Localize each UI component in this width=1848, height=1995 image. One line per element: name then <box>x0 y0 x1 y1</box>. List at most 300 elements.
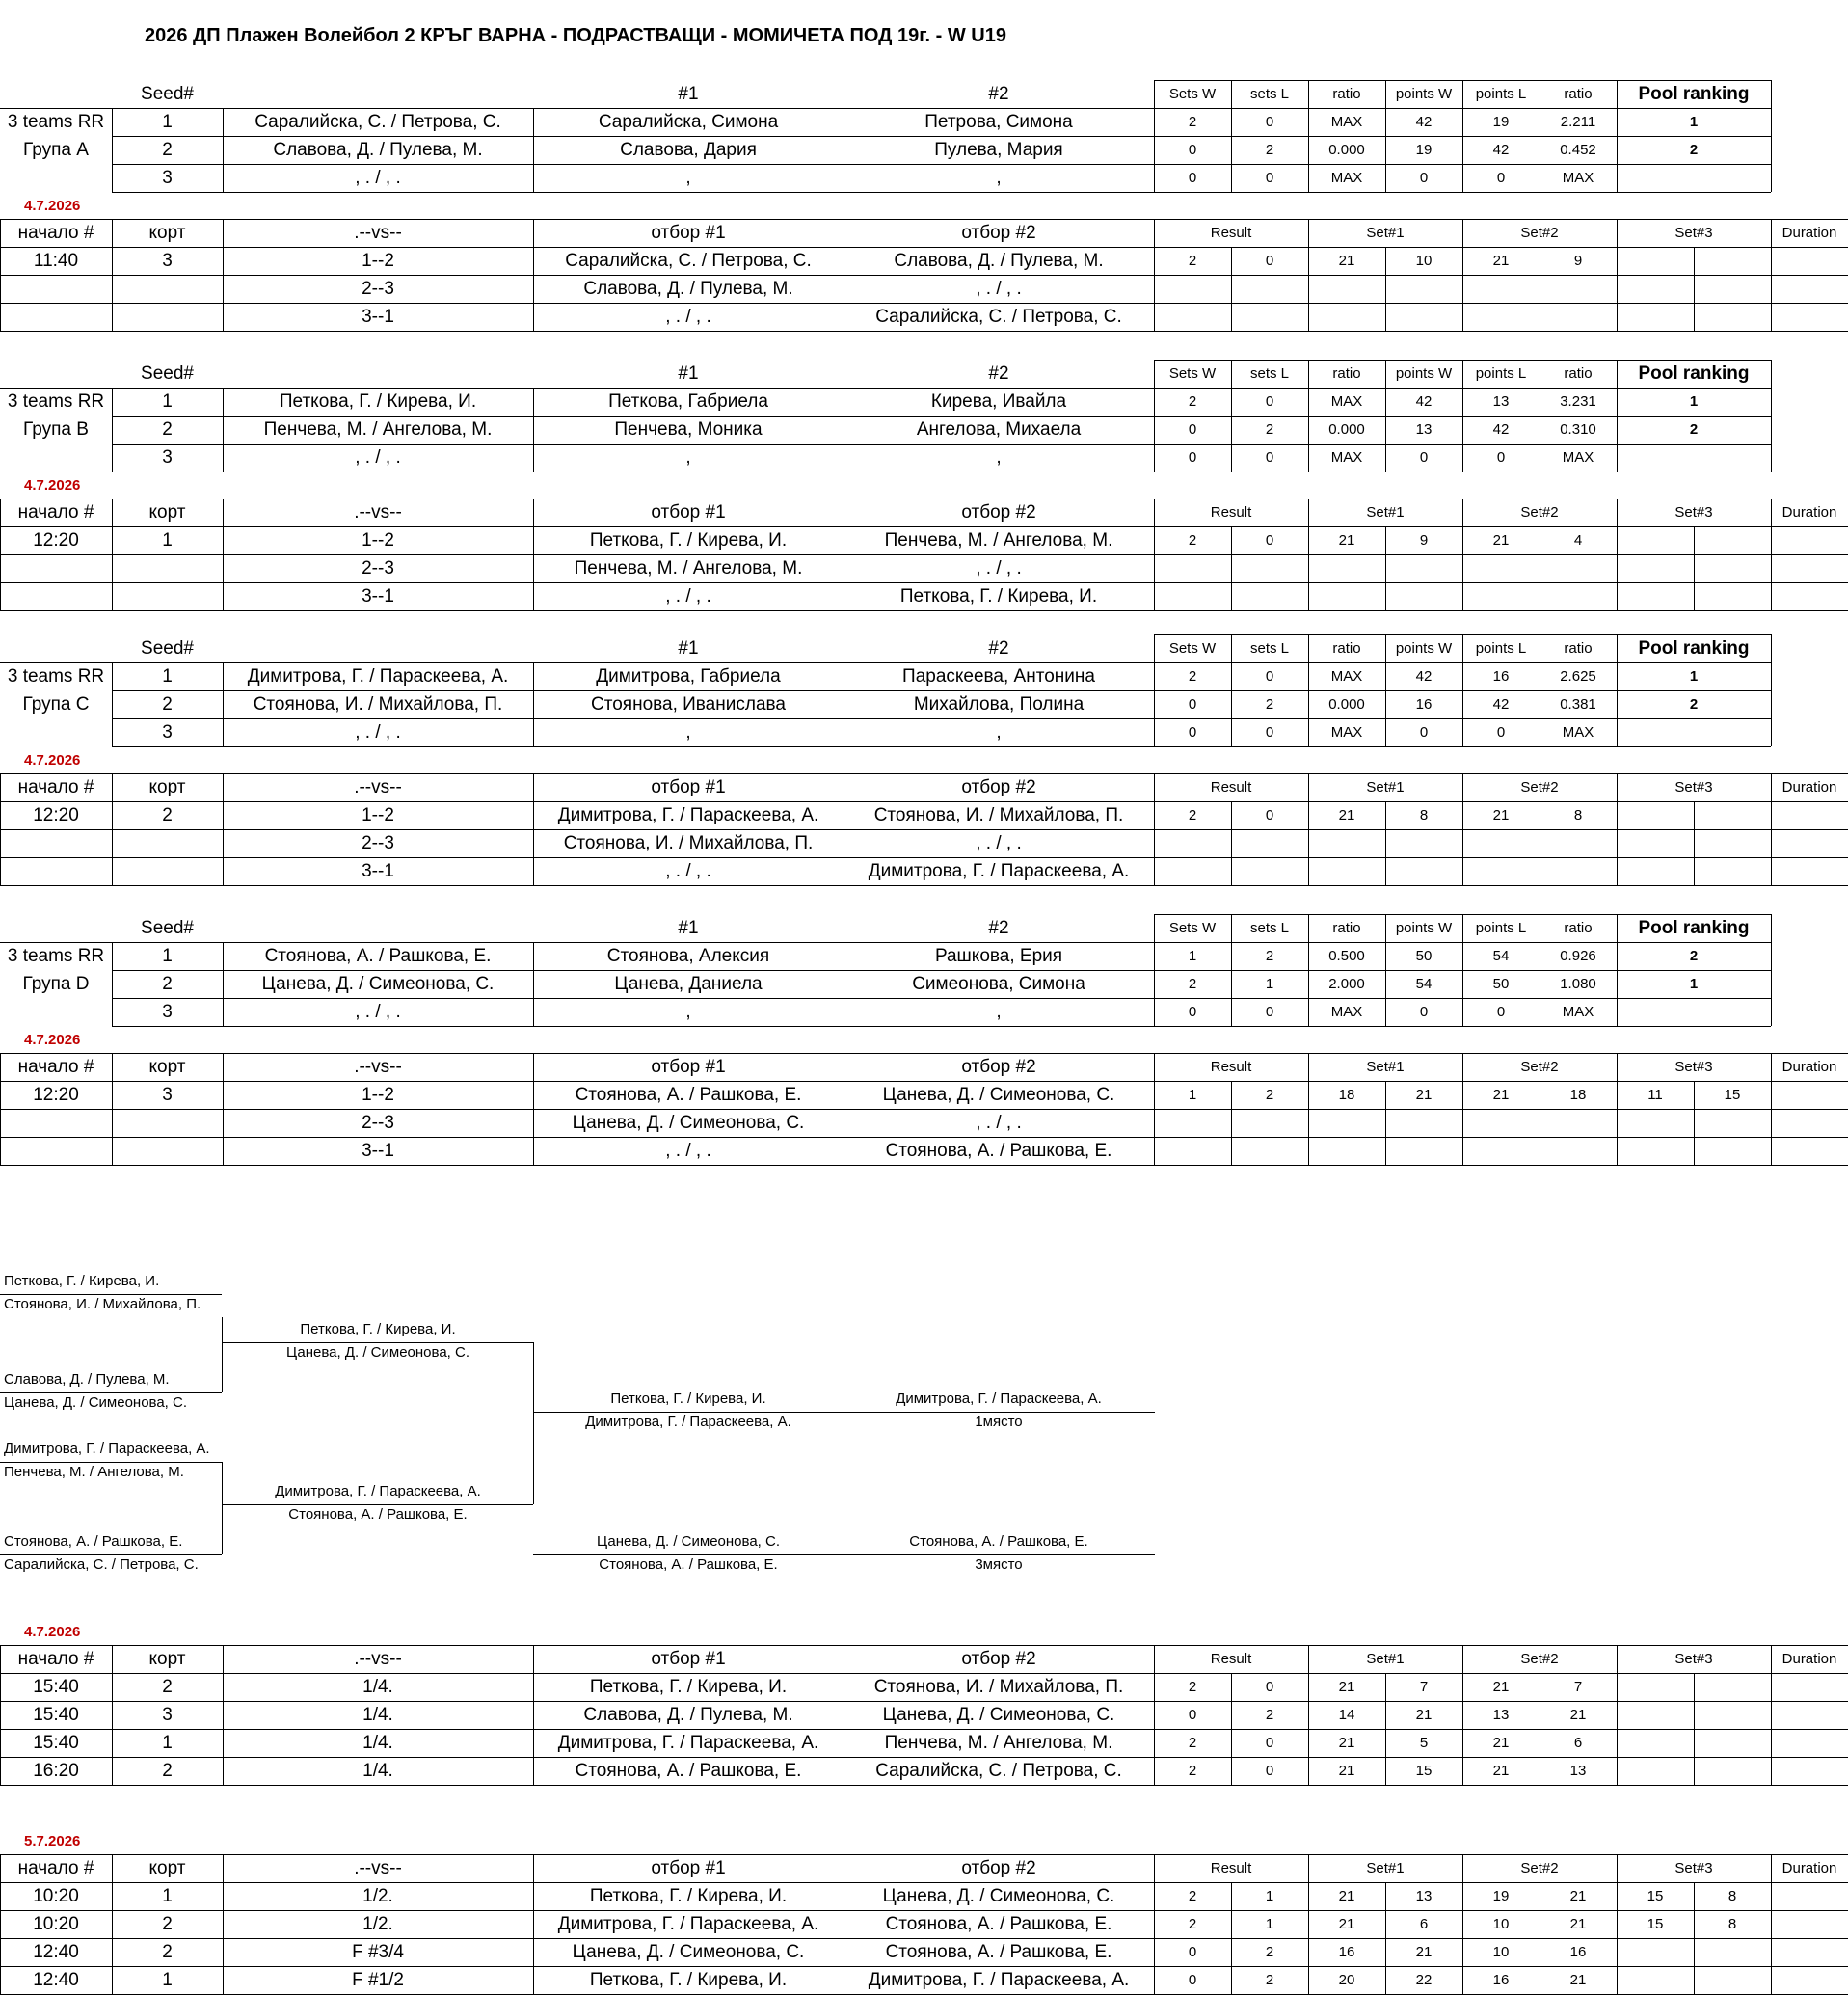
match-court: 1 <box>162 1732 173 1753</box>
header-set1: Set#1 <box>1366 225 1405 241</box>
pool-header-stat: Sets W <box>1168 365 1217 382</box>
grid-line <box>1154 1053 1155 1081</box>
match-s3a <box>1617 247 1694 275</box>
match-r2: 0 <box>1265 1679 1274 1695</box>
pool-stat-ratio2: 2.211 <box>1560 114 1596 130</box>
pool-team: , . / , . <box>355 1001 401 1022</box>
pool-header-stat: points L <box>1475 365 1527 382</box>
match-t1: Димитрова, Г. / Параскеева, А. <box>557 1732 819 1753</box>
match-t1: , . / , . <box>665 306 711 327</box>
bracket-sf1-team-a: Петкова, Г. / Кирева, И. <box>300 1321 456 1337</box>
match-s3b <box>1694 1966 1771 1994</box>
match-s2b <box>1540 275 1617 303</box>
grid-line <box>1308 1645 1309 1673</box>
match-s1b: 10 <box>1415 253 1433 269</box>
grid-line <box>0 219 1848 220</box>
match-s1a: 21 <box>1338 532 1355 549</box>
grid-line <box>1385 526 1386 610</box>
match-s2a <box>1462 1137 1540 1165</box>
grid-line <box>0 773 1848 774</box>
grid-line <box>112 690 1771 691</box>
grid-line <box>1308 247 1309 331</box>
match-vs: 3--1 <box>362 585 394 607</box>
match-s3b <box>1694 857 1771 885</box>
grid-line <box>1617 1081 1618 1165</box>
match-s2b <box>1540 1137 1617 1165</box>
grid-line <box>223 1053 224 1081</box>
match-court <box>112 857 223 885</box>
header-team1: отбор #1 <box>651 776 726 797</box>
pool-stat-ratio1: 2.000 <box>1328 976 1365 992</box>
header-vs: .--vs-- <box>354 222 402 243</box>
grid-line <box>1231 801 1232 885</box>
pool-stat-setsL: 2 <box>1265 421 1274 438</box>
pool-seed: 2 <box>162 973 173 994</box>
grid-line <box>1771 773 1772 801</box>
grid-line <box>112 1026 1771 1027</box>
pool-stat-setsL: 0 <box>1265 668 1274 685</box>
header-set1: Set#1 <box>1366 779 1405 795</box>
grid-line <box>1617 1882 1618 1994</box>
match-r1: 0 <box>1188 1972 1197 1988</box>
grid-line <box>223 942 224 1026</box>
pool-group-label: Група C <box>22 693 90 714</box>
bracket-qf4-team-a: Стоянова, А. / Рашкова, Е. <box>4 1533 183 1550</box>
match-r1: 2 <box>1188 1888 1197 1904</box>
grid-line <box>0 1882 1 1994</box>
pool-team: Пенчева, М. / Ангелова, М. <box>263 418 493 440</box>
grid-line <box>1462 1854 1463 1882</box>
bracket-line <box>222 1342 533 1343</box>
pool-stat-setsW: 0 <box>1188 449 1197 466</box>
grid-line <box>1154 773 1155 801</box>
match-start: 12:20 <box>33 529 79 551</box>
header-set2: Set#2 <box>1520 504 1559 521</box>
grid-line <box>112 942 113 1026</box>
pool-header-stat: sets L <box>1249 640 1290 657</box>
match-s2a: 13 <box>1492 1707 1510 1723</box>
match-s3b <box>1694 303 1771 331</box>
bracket-final-place: 1място <box>975 1414 1023 1430</box>
header-team2: отбор #2 <box>961 1056 1036 1077</box>
pool-team: , . / , . <box>355 721 401 742</box>
match-court <box>112 554 223 582</box>
pool-stat-setsW: 0 <box>1188 170 1197 186</box>
match-t2: Саралийска, С. / Петрова, С. <box>875 1760 1122 1781</box>
header-start: начало # <box>17 1857 94 1878</box>
grid-line <box>1771 1882 1772 1994</box>
grid-line <box>1771 1645 1772 1673</box>
pool-player2: Рашкова, Ерия <box>934 945 1063 966</box>
header-start: начало # <box>17 1648 94 1669</box>
match-s2b: 16 <box>1569 1944 1587 1960</box>
pool-header-stat: ratio <box>1332 920 1361 936</box>
header-duration: Duration <box>1781 779 1837 795</box>
pool-stat-ratio1: MAX <box>1330 114 1363 130</box>
match-r2: 0 <box>1265 807 1274 823</box>
header-team2: отбор #2 <box>961 1648 1036 1669</box>
match-r2: 0 <box>1265 253 1274 269</box>
pool-header-stat: points W <box>1395 365 1453 382</box>
match-r2: 0 <box>1265 1763 1274 1779</box>
grid-line <box>0 857 1848 858</box>
grid-line <box>1462 247 1463 331</box>
grid-line <box>1385 914 1386 942</box>
grid-line <box>1694 1081 1695 1165</box>
grid-line <box>1771 360 1772 388</box>
pool-stat-setsW: 2 <box>1188 668 1197 685</box>
pool-player1: , <box>685 1001 691 1022</box>
grid-line <box>533 942 534 1026</box>
grid-line <box>0 275 1848 276</box>
header-duration: Duration <box>1781 225 1837 241</box>
match-s1b: 8 <box>1419 807 1429 823</box>
pool-stat-ptsL: 0 <box>1496 1004 1506 1020</box>
match-s1b: 22 <box>1415 1972 1433 1988</box>
match-r1 <box>1154 554 1231 582</box>
match-r2: 2 <box>1265 1972 1274 1988</box>
match-s2a: 16 <box>1492 1972 1510 1988</box>
grid-line <box>112 662 1771 663</box>
pool-seed: 3 <box>162 446 173 468</box>
match-r1 <box>1154 1109 1231 1137</box>
grid-line <box>112 416 1771 417</box>
grid-line <box>1308 801 1309 885</box>
match-s3a: 11 <box>1647 1087 1663 1103</box>
grid-line <box>0 1882 1848 1883</box>
grid-line <box>1771 108 1772 192</box>
pool-rank: 2 <box>1689 421 1699 438</box>
grid-line <box>1617 499 1618 526</box>
pool-header-ranking: Pool ranking <box>1638 363 1750 384</box>
bracket-line <box>0 1294 222 1295</box>
grid-line <box>1617 801 1618 885</box>
match-s3b <box>1694 829 1771 857</box>
bracket-final-winner: Димитрова, Г. / Параскеева, А. <box>896 1390 1102 1407</box>
header-set2: Set#2 <box>1520 225 1559 241</box>
grid-line <box>112 164 1771 165</box>
match-t2: Саралийска, С. / Петрова, С. <box>875 306 1122 327</box>
header-set1: Set#1 <box>1366 1860 1405 1876</box>
grid-line <box>533 1854 534 1882</box>
match-s2b: 7 <box>1573 1679 1583 1695</box>
grid-line <box>1154 80 1155 108</box>
grid-line <box>1694 1673 1695 1785</box>
match-s1b: 21 <box>1415 1087 1433 1103</box>
header-result: Result <box>1210 1860 1252 1876</box>
match-vs: 3--1 <box>362 1140 394 1161</box>
grid-line <box>1694 1882 1695 1994</box>
grid-line <box>112 1053 113 1081</box>
header-set1: Set#1 <box>1366 504 1405 521</box>
grid-line <box>223 801 224 885</box>
pool-group-label: Група A <box>23 139 89 160</box>
grid-line <box>533 499 534 526</box>
date-label: 4.7.2026 <box>24 1624 81 1640</box>
match-court <box>112 829 223 857</box>
grid-line <box>1462 526 1463 610</box>
match-s1a <box>1308 829 1385 857</box>
grid-line <box>1462 1673 1463 1785</box>
match-t1: , . / , . <box>665 860 711 881</box>
match-t1: Пенчева, М. / Ангелова, М. <box>574 557 803 579</box>
match-r1: 2 <box>1188 1679 1197 1695</box>
pool-header-player2: #2 <box>988 917 1009 938</box>
match-t2: Стоянова, А. / Рашкова, Е. <box>885 1913 1112 1934</box>
match-r2 <box>1231 1109 1308 1137</box>
pool-stat-ratio1: MAX <box>1330 668 1363 685</box>
grid-line <box>0 1785 1848 1786</box>
grid-line <box>1154 1645 1155 1673</box>
match-s2a: 21 <box>1492 253 1510 269</box>
grid-line <box>1231 108 1232 192</box>
pool-player2: Петрова, Симона <box>924 111 1073 132</box>
grid-line <box>0 526 1848 527</box>
match-start <box>0 829 112 857</box>
pool-stat-ratio1: MAX <box>1330 724 1363 741</box>
pool-player1: Димитрова, Габриела <box>596 665 781 687</box>
grid-line <box>1308 1673 1309 1785</box>
grid-line <box>1462 801 1463 885</box>
pool-stat-ratio2: 2.625 <box>1560 668 1596 685</box>
match-s3a <box>1617 554 1694 582</box>
grid-line <box>0 1966 1848 1967</box>
grid-line <box>112 247 113 331</box>
pool-seed: 2 <box>162 139 173 160</box>
grid-line <box>223 773 224 801</box>
match-t1: , . / , . <box>665 585 711 607</box>
header-vs: .--vs-- <box>354 776 402 797</box>
match-duration <box>1771 1910 1848 1938</box>
match-t2: Стоянова, И. / Михайлова, П. <box>873 1676 1124 1697</box>
match-t1: Димитрова, Г. / Параскеева, А. <box>557 804 819 825</box>
match-t1: Стоянова, И. / Михайлова, П. <box>563 832 814 853</box>
match-start <box>0 1109 112 1137</box>
pool-rank <box>1617 998 1771 1026</box>
pool-stat-ratio2: 0.452 <box>1560 142 1596 158</box>
pool-header-stat: ratio <box>1564 365 1593 382</box>
match-s3a <box>1617 582 1694 610</box>
pool-seed: 1 <box>162 945 173 966</box>
match-duration <box>1771 1137 1848 1165</box>
pool-seed: 1 <box>162 665 173 687</box>
grid-line <box>112 1081 113 1165</box>
grid-line <box>112 1645 113 1673</box>
match-r2 <box>1231 275 1308 303</box>
date-label: 4.7.2026 <box>24 1032 81 1048</box>
match-t2: Димитрова, Г. / Параскеева, А. <box>868 860 1130 881</box>
grid-line <box>1308 942 1309 1026</box>
bracket-sf2-team-b: Стоянова, А. / Рашкова, Е. <box>288 1506 468 1523</box>
pool-header-stat: ratio <box>1332 640 1361 657</box>
match-s1a: 21 <box>1338 1735 1355 1751</box>
grid-line <box>1771 942 1772 1026</box>
pool-seed: 1 <box>162 111 173 132</box>
grid-line <box>112 662 113 746</box>
header-set1: Set#1 <box>1366 1059 1405 1075</box>
page-title: 2026 ДП Плажен Волейбол 2 КРЪГ ВАРНА - ПОДРАСТВАЩИ - МОМИЧЕТА ПОД 19г. - W U19 <box>145 25 1006 46</box>
match-s2b: 21 <box>1569 1888 1587 1904</box>
header-set3: Set#3 <box>1674 225 1713 241</box>
match-t2: Стоянова, И. / Михайлова, П. <box>873 804 1124 825</box>
match-t1: Димитрова, Г. / Параскеева, А. <box>557 1913 819 1934</box>
pool-header-stat: points W <box>1395 920 1453 936</box>
grid-line <box>0 1673 1 1785</box>
pool-stat-ptsL: 0 <box>1496 449 1506 466</box>
grid-line <box>1154 219 1155 247</box>
header-start: начало # <box>17 222 94 243</box>
pool-header-stat: sets L <box>1249 365 1290 382</box>
pool-header-stat: sets L <box>1249 920 1290 936</box>
grid-line <box>1771 499 1772 526</box>
grid-line <box>1617 108 1618 192</box>
match-s2b <box>1540 829 1617 857</box>
pool-player2: Кирева, Ивайла <box>930 391 1067 412</box>
match-vs: 1/4. <box>362 1704 393 1725</box>
match-s3b <box>1694 1938 1771 1966</box>
pool-header-stat: points W <box>1395 86 1453 102</box>
pool-group-label: Група B <box>23 418 89 440</box>
bracket-qf2-team-a: Славова, Д. / Пулева, М. <box>4 1371 170 1388</box>
bracket-line <box>533 1554 1155 1555</box>
header-duration: Duration <box>1781 1860 1837 1876</box>
pool-stat-ptsL: 42 <box>1492 696 1510 713</box>
grid-line <box>0 1729 1848 1730</box>
pool-stat-ratio1: MAX <box>1330 449 1363 466</box>
match-s3a <box>1617 1757 1694 1785</box>
grid-line <box>1771 1673 1772 1785</box>
header-team2: отбор #2 <box>961 222 1036 243</box>
grid-line <box>1462 108 1463 192</box>
match-s1a <box>1308 303 1385 331</box>
grid-line <box>1617 219 1618 247</box>
grid-line <box>0 1053 1 1081</box>
grid-line <box>1694 247 1695 331</box>
match-vs: 2--3 <box>362 278 394 299</box>
bracket-line <box>0 1554 222 1555</box>
grid-line <box>1154 247 1155 331</box>
header-court: корт <box>148 1857 186 1878</box>
match-s3b: 8 <box>1727 1916 1737 1932</box>
grid-line <box>1462 773 1463 801</box>
match-court: 1 <box>162 529 173 551</box>
grid-line <box>1385 801 1386 885</box>
match-r1: 0 <box>1188 1707 1197 1723</box>
pool-stat-setsL: 0 <box>1265 724 1274 741</box>
bracket-third-team-a: Цанева, Д. / Симеонова, С. <box>596 1533 780 1550</box>
match-duration <box>1771 526 1848 554</box>
header-team1: отбор #1 <box>651 1857 726 1878</box>
match-start: 15:40 <box>33 1676 79 1697</box>
grid-line <box>1308 219 1309 247</box>
pool-stat-ratio1: MAX <box>1330 393 1363 410</box>
pool-player1: Славова, Дария <box>620 139 757 160</box>
header-duration: Duration <box>1781 1651 1837 1667</box>
grid-line <box>0 662 112 663</box>
grid-line <box>1771 1854 1772 1882</box>
pool-stat-setsW: 0 <box>1188 696 1197 713</box>
grid-line <box>112 444 1771 445</box>
match-vs: 1--2 <box>362 1084 394 1105</box>
header-court: корт <box>148 501 186 523</box>
pool-header-seed: Seed# <box>141 917 194 938</box>
match-duration <box>1771 829 1848 857</box>
match-duration <box>1771 1757 1848 1785</box>
pool-team: Цанева, Д. / Симеонова, С. <box>261 973 495 994</box>
grid-line <box>533 801 534 885</box>
header-set3: Set#3 <box>1674 504 1713 521</box>
pool-header-ranking: Pool ranking <box>1638 83 1750 104</box>
match-t1: Петкова, Г. / Кирева, И. <box>589 1885 788 1906</box>
match-t2: Цанева, Д. / Симеонова, С. <box>882 1885 1115 1906</box>
match-s2a <box>1462 303 1540 331</box>
pool-player2: , <box>996 446 1002 468</box>
pool-player2: Пулева, Мария <box>934 139 1063 160</box>
grid-line <box>112 718 1771 719</box>
pool-team: Стоянова, А. / Рашкова, Е. <box>264 945 492 966</box>
grid-line <box>1385 634 1386 662</box>
pool-player1: Саралийска, Симона <box>598 111 779 132</box>
pool-player2: , <box>996 1001 1002 1022</box>
match-s1b <box>1385 857 1462 885</box>
grid-line <box>1462 914 1463 942</box>
grid-line <box>1308 1081 1309 1165</box>
pool-rank: 1 <box>1689 668 1699 685</box>
grid-line <box>112 499 113 526</box>
pool-stat-ratio2: 0.926 <box>1560 948 1596 964</box>
grid-line <box>1771 526 1772 610</box>
pool-seed: 2 <box>162 693 173 714</box>
pool-rank <box>1617 444 1771 472</box>
match-s2a: 21 <box>1492 1763 1510 1779</box>
pool-header-player1: #1 <box>678 917 699 938</box>
match-t2: Цанева, Д. / Симеонова, С. <box>882 1704 1115 1725</box>
grid-line <box>1771 914 1772 942</box>
grid-line <box>1462 80 1463 108</box>
grid-line <box>0 1854 1 1882</box>
pool-player2: , <box>996 167 1002 188</box>
grid-line <box>1308 526 1309 610</box>
pool-stat-setsL: 0 <box>1265 114 1274 130</box>
grid-line <box>0 303 1848 304</box>
match-duration <box>1771 247 1848 275</box>
grid-line <box>1385 1673 1386 1785</box>
match-s1a <box>1308 1109 1385 1137</box>
match-s3a <box>1617 1137 1694 1165</box>
pool-stat-ptsW: 0 <box>1419 170 1429 186</box>
match-s1a: 21 <box>1338 1916 1355 1932</box>
pool-player1: Стоянова, Алексия <box>606 945 770 966</box>
grid-line <box>223 1854 224 1882</box>
pool-stat-ratio1: 0.500 <box>1328 948 1365 964</box>
bracket-line <box>222 1317 223 1392</box>
grid-line <box>1308 388 1309 472</box>
grid-line <box>1231 80 1232 108</box>
grid-line <box>112 970 1771 971</box>
match-s1b <box>1385 1137 1462 1165</box>
pool-format-label: 3 teams RR <box>7 391 105 412</box>
header-set2: Set#2 <box>1520 1651 1559 1667</box>
pool-stat-ratio2: MAX <box>1562 1004 1594 1020</box>
pool-header-stat: ratio <box>1332 86 1361 102</box>
grid-line <box>1694 526 1695 610</box>
match-s1b <box>1385 582 1462 610</box>
header-result: Result <box>1210 1651 1252 1667</box>
match-s2b <box>1540 857 1617 885</box>
match-s2a: 21 <box>1492 1735 1510 1751</box>
date-label: 4.7.2026 <box>24 752 81 768</box>
match-start: 12:20 <box>33 804 79 825</box>
